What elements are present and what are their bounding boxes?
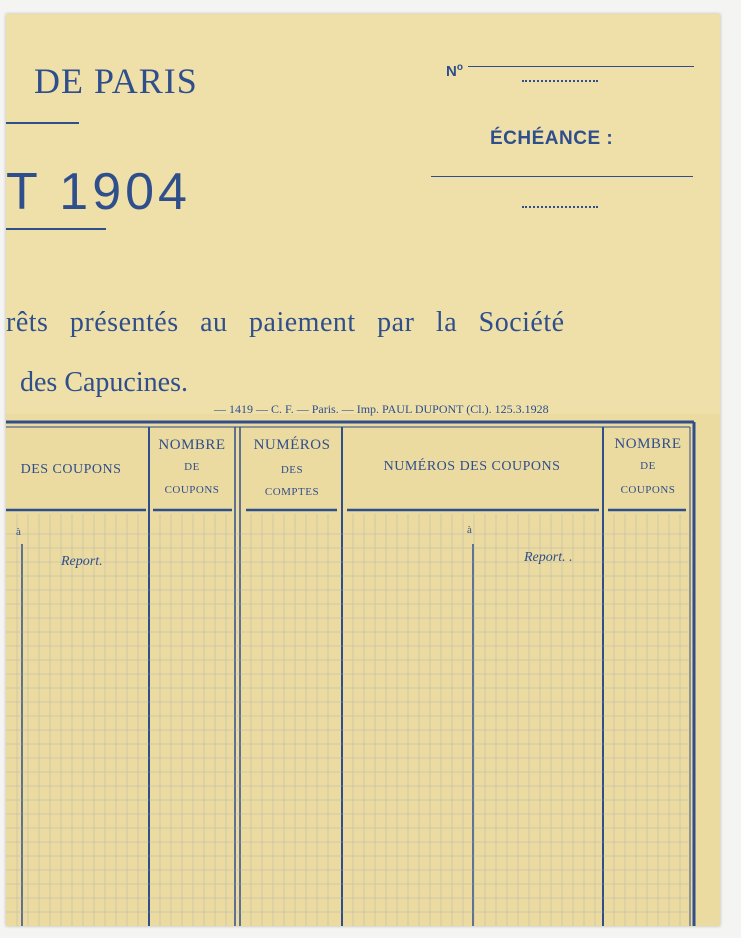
header-des-coupons: DES COUPONS	[20, 462, 122, 477]
header-nombre-1-bot: COUPONS	[164, 484, 220, 496]
report-label-right: Report. .	[524, 550, 573, 565]
due-date-label: ÉCHÉANCE :	[490, 128, 614, 149]
header-nombre-1-top: NOMBRE	[158, 437, 226, 453]
header-nombre-2-mid: DE	[640, 460, 656, 472]
header-nombre-2-bot: COUPONS	[620, 484, 676, 496]
right-range-a: à	[467, 524, 472, 536]
header-nombre-1-mid: DE	[184, 461, 200, 473]
header-numeros-top: NUMÉROS	[253, 437, 331, 453]
left-range-a: à	[16, 526, 21, 538]
report-label-left: Report.	[61, 554, 103, 569]
description-line-2: des Capucines.	[20, 367, 188, 398]
description-line-1: rêts présentés au paiement par la Société	[6, 307, 565, 338]
number-label-sup: o	[456, 62, 463, 73]
header-nombre-2-top: NOMBRE	[614, 436, 682, 452]
header-numeros-bot: COMPTES	[264, 486, 320, 498]
year-heading: T 1904	[6, 163, 191, 221]
header-numeros-mid: DES	[280, 464, 304, 476]
header-title-fragment: DE PARIS	[34, 61, 198, 101]
printer-imprint: — 1419 — C. F. — Paris. — Imp. PAUL DUPONT (Cl.). 125.3.1928	[214, 402, 549, 416]
ledger-form-sheet	[6, 14, 720, 926]
header-numeros-des-coupons: NUMÉROS DES COUPONS	[383, 459, 561, 474]
number-label-main: N	[446, 63, 457, 80]
